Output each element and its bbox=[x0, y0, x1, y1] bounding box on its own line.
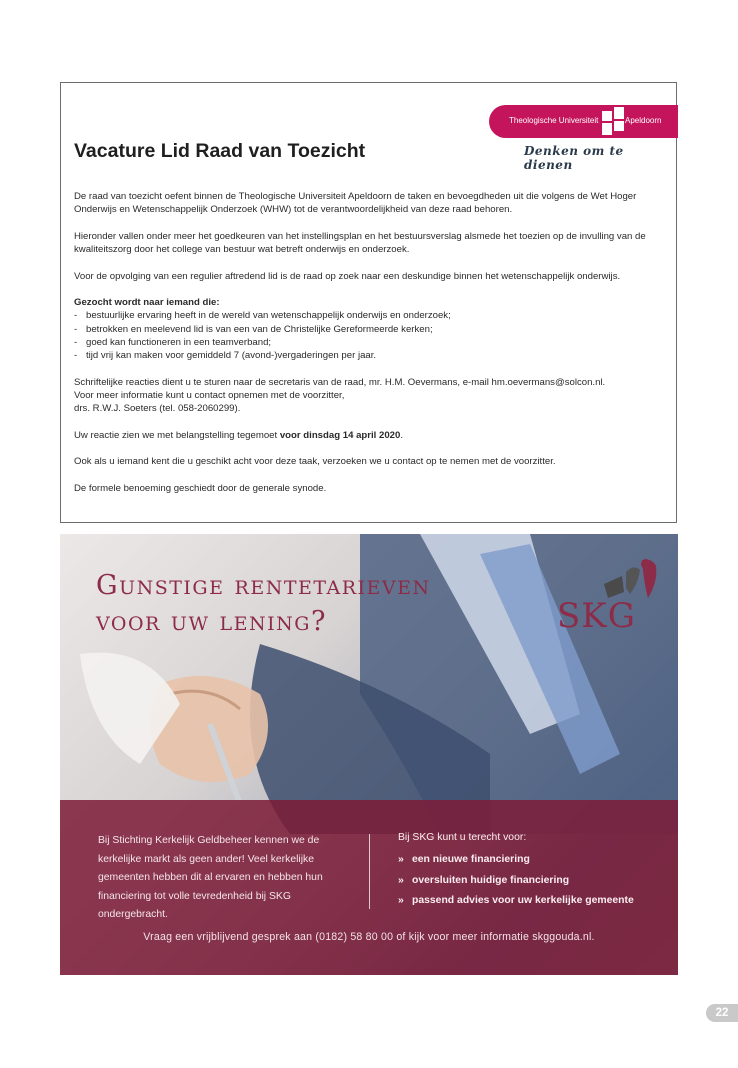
logo-text-right: Apeldoorn bbox=[625, 116, 662, 125]
contact-chair: Voor meer informatie kunt u contact opnemen met de voorzitter, bbox=[74, 389, 345, 401]
footer-divider bbox=[369, 834, 370, 909]
deadline-paragraph bbox=[74, 429, 669, 442]
cross-book-icon bbox=[602, 107, 624, 135]
list-item: - tijd vrij kan maken voor gemiddeld 7 (avond-)vergaderingen per jaar. bbox=[74, 349, 669, 362]
arrow-icon: » bbox=[398, 854, 404, 865]
service-item bbox=[398, 871, 634, 892]
page-number: 22 bbox=[706, 1004, 738, 1022]
service-item bbox=[398, 850, 634, 871]
contact-paragraph bbox=[74, 376, 669, 416]
requirements-heading: Gezocht wordt naar iemand die: bbox=[74, 297, 220, 309]
list-item: - betrokken en meelevend lid is van een van de Christelijke Gereformeerde kerken; bbox=[74, 323, 669, 336]
contact-secretary: Schriftelijke reacties dient u te sturen naar de secretaris van de raad, mr. H.M. Oevermans, e-mail hm.oevermans@solcon.nl. bbox=[74, 376, 606, 388]
ad-services bbox=[398, 830, 634, 912]
referral-paragraph: Ook als u iemand kent die u geschikt acht voor deze taak, verzoeken we u contact op te nemen met de voorzitter. bbox=[74, 456, 556, 468]
appointment-paragraph: De formele benoeming geschiedt door de generale synode. bbox=[74, 482, 327, 494]
deadline-prefix: Uw reactie zien we met belangstelling tegemoet bbox=[74, 429, 280, 441]
headline-line: Gunstige rentetarieven bbox=[96, 570, 431, 601]
deadline-suffix: . bbox=[400, 429, 404, 441]
skg-advertisement bbox=[60, 534, 678, 975]
vacancy-box bbox=[60, 82, 677, 523]
arrow-icon: » bbox=[398, 874, 404, 886]
services-intro: Bij SKG kunt u terecht voor: bbox=[398, 832, 527, 843]
contact-chair-phone: drs. R.W.J. Soeters (tel. 058-2060299). bbox=[74, 403, 241, 414]
intro-paragraph: De raad van toezicht oefent binnen de Theologische Universiteit Apeldoorn de taken en bevoegdheden uit die volgens de Wet Hoger Onderwijs en Wetenschappelijk Onderzoek (WHW) tot de verantwoordelijkheid van deze raad behoren. bbox=[74, 191, 637, 216]
responsibilities-paragraph: Hieronder vallen onder meer het goedkeuren van het instellingsplan en het bestuursverslag alsmede het toezien op de invulling van de kwaliteitszorg door het college van bestuur wat betreft onderwijs en onderzoek. bbox=[74, 230, 646, 255]
logo-text-left: Theologische Universiteit bbox=[509, 116, 599, 125]
list-item: - goed kan functioneren in een teamverband; bbox=[74, 336, 669, 349]
service-label: oversluiten huidige financiering bbox=[412, 874, 570, 886]
service-label: een nieuwe financiering bbox=[412, 854, 530, 865]
deadline-date: voor dinsdag 14 april 2020 bbox=[279, 429, 401, 441]
skg-logo-text: SKG bbox=[557, 596, 636, 636]
service-label: passend advies voor uw kerkelijke gemeente bbox=[412, 895, 634, 907]
service-item bbox=[398, 891, 634, 912]
ad-intro-text: Bij Stichting Kerkelijk Geldbeheer kennen we de kerkelijke markt als geen ander! Veel kerkelijke gemeenten hebben dit al ervaren en hebben hun financiering tot volle tevredenheid bij SKG ondergebracht. bbox=[98, 835, 323, 921]
list-item: - bestuurlijke ervaring heeft in de wereld van wetenschappelijk onderwijs en onderzoek; bbox=[74, 309, 669, 322]
ad-headline bbox=[96, 568, 431, 640]
requirements-list bbox=[74, 309, 669, 362]
arrow-icon: » bbox=[398, 895, 404, 907]
succession-paragraph: Voor de opvolging van een regulier aftredend lid is de raad op zoek naar een deskundige binnen het wetenschappelijk onderwijs. bbox=[74, 270, 621, 282]
headline-line: voor uw lening? bbox=[96, 606, 327, 637]
university-logo bbox=[489, 105, 678, 138]
logo-tagline: Denken om te dienen bbox=[524, 144, 624, 172]
vacancy-body bbox=[74, 190, 669, 508]
vacancy-title: Vacature Lid Raad van Toezicht bbox=[74, 140, 366, 162]
ad-call-to-action: Vraag een vrijblijvend gesprek aan (0182) 58 80 00 of kijk voor meer informatie skggouda.nl. bbox=[143, 931, 595, 943]
ad-footer-panel bbox=[60, 800, 678, 975]
